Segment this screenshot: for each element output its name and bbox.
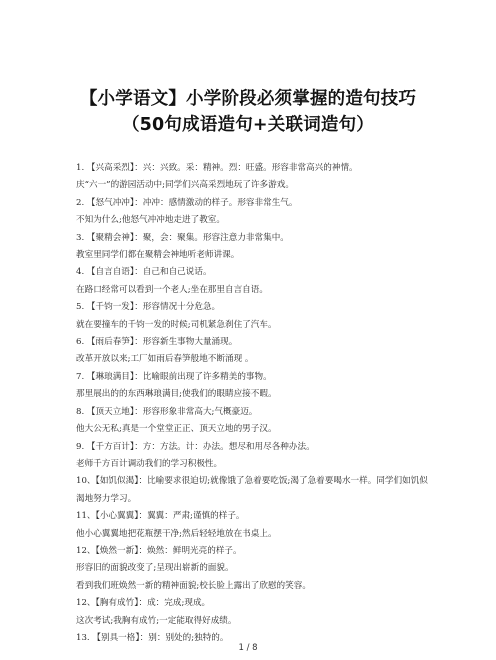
text-line: 4. 【自言自语】：自己和自己说话。 [76, 267, 212, 278]
text-line: 他大公无私;真是一个堂堂正正、顶天立地的男子汉。 [76, 424, 277, 435]
text-line: 13. 【别具一格】：别：别处的;独特的。 [76, 632, 229, 643]
text-line: 12、【焕然一新】：焕然：鲜明光亮的样子。 [76, 545, 242, 556]
text-line: 2. 【怒气冲冲】：冲冲：感情激动的样子。形容非常生气。 [76, 197, 298, 208]
text-line: 就在要撞车的千钧一发的时候;司机紧急刹住了汽车。 [76, 319, 277, 330]
text-line: 这次考试;我胸有成竹;一定能取得好成绩。 [76, 615, 237, 626]
text-line: 9. 【千方百计】：方：方法。计：办法。想尽和用尽各种办法。 [76, 441, 315, 452]
text-line: 11、【小心翼翼】：翼翼：严肃;谨慎的样子。 [76, 511, 245, 522]
text-line: 庆“六一”的游园活动中;同学们兴高采烈地玩了许多游戏。 [76, 180, 294, 191]
text-line: 8. 【顶天立地】：形容形象非常高大;气概豪迈。 [76, 406, 258, 417]
text-line: 那里展出的的东西琳琅满目;使我们的眼睛应接不暇。 [76, 389, 277, 400]
text-line: 形容旧的面貌改变了;呈现出崭新的面貌。 [76, 563, 234, 574]
text-line: 1. 【兴高采烈】：兴：兴致。采：精神。烈：旺盛。形容非常高兴的神情。 [76, 163, 358, 173]
text-line: 不知为什么;他怒气冲冲地走进了教室。 [76, 215, 225, 226]
page-number: 1 / 8 [238, 643, 258, 653]
text-line: 3. 【聚精会神】：聚，会：聚集。形容注意力非常集中。 [76, 232, 289, 243]
document-title: 【小学语文】小学阶段必须掌握的造句技巧（50句成语造句+关联词造句） [79, 89, 417, 135]
text-line: 老师千方百计调动我们的学习积极性。 [76, 458, 223, 469]
text-line: 在路口经常可以看到一个老人;坐在那里自言自语。 [76, 284, 268, 295]
text-paragraph: 10、【如饥似渴】：比喻要求很迫切;就像饿了急着要吃饭;渴了急着要喝水一样。同学们如饥似渴地努力学习。 [76, 476, 428, 504]
text-line: 他小心翼翼地把花瓶摆干净;然后轻轻地放在书桌上。 [76, 528, 277, 539]
text-line: 5. 【千钧一发】：形容情况十分危急。 [76, 302, 221, 313]
text-line: 看到我们班焕然一新的精神面貌;校长脸上露出了欣慰的笑容。 [76, 580, 311, 591]
text-line: 6. 【雨后春笋】：形容新生事物大量涌现。 [76, 337, 238, 348]
text-line: 改革开放以来;工厂如雨后春笋般地不断涌现 。 [76, 354, 254, 365]
text-line: 7. 【琳琅满目】：比喻眼前出现了许多精美的事物。 [76, 371, 272, 382]
document-body [76, 160, 428, 647]
text-line: 教室里同学们都在聚精会神地听老师讲课。 [76, 250, 240, 261]
text-line: 12、【胸有成竹】：成：完成;现成。 [76, 598, 211, 609]
